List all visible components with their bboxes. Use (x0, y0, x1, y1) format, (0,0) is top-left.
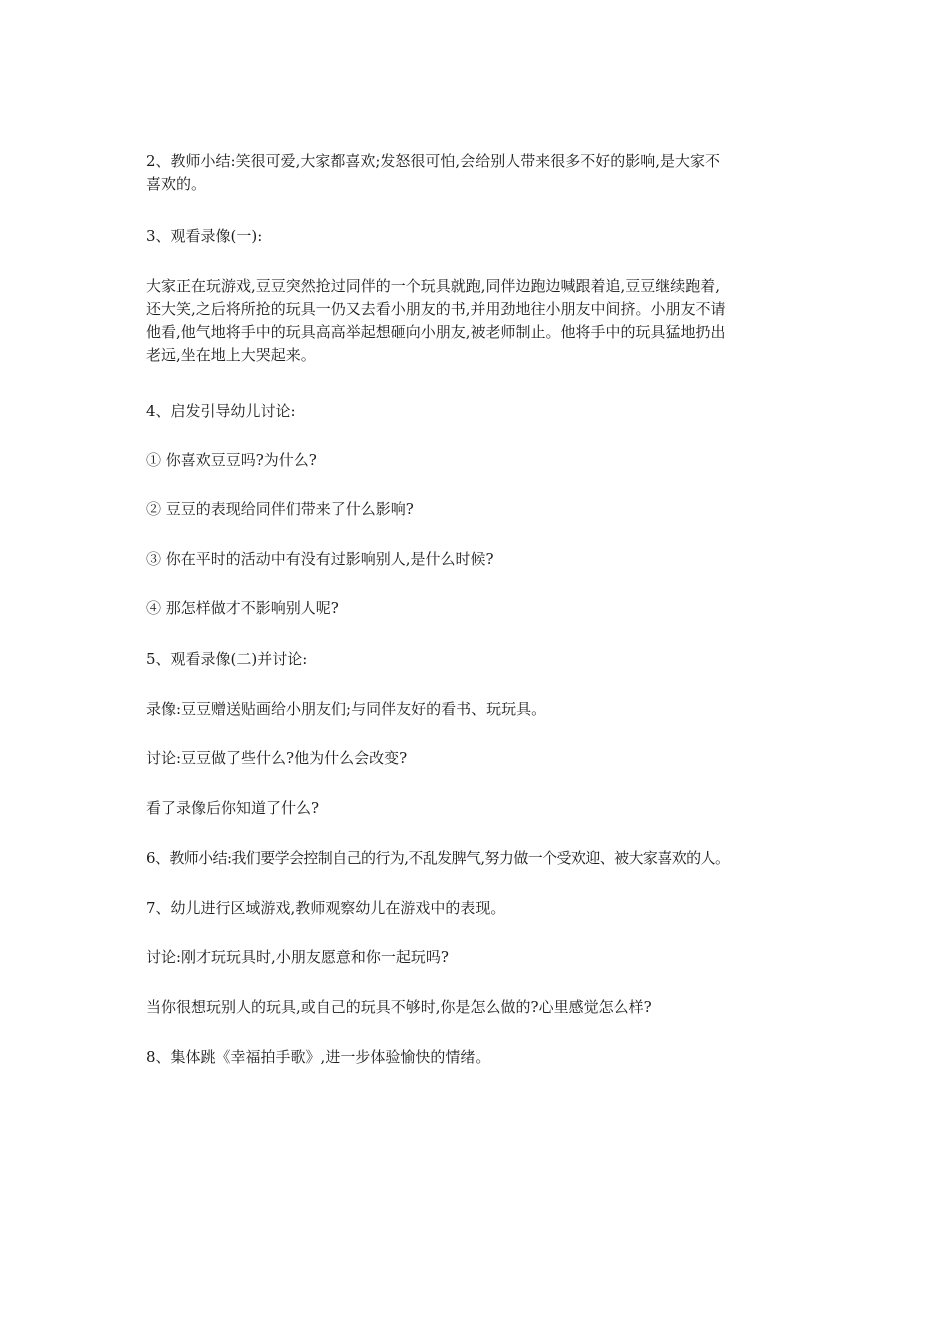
paragraph-video-1-description (146, 275, 818, 367)
question-1 (146, 449, 818, 472)
text-line: 讨论:豆豆做了些什么?他为什么会改变? (146, 749, 408, 767)
text-line: 大家正在玩游戏,豆豆突然抢过同伴的一个玩具就跑,同伴边跑边喊跟着追,豆豆继续跑着, (146, 277, 721, 295)
question-2 (146, 498, 818, 521)
paragraph-video-2-description (146, 698, 818, 721)
text-line: 他看,他气地将手中的玩具高高举起想砸向小朋友,被老师制止。他将手中的玩具猛地扔出 (146, 323, 726, 341)
paragraph-discussion-2 (146, 797, 818, 820)
paragraph-discussion-heading (146, 400, 818, 423)
text-line: 讨论:刚才玩玩具时,小朋友愿意和你一起玩吗? (146, 948, 449, 966)
text-line: 6、教师小结:我们要学会控制自己的行为,不乱发脾气,努力做一个受欢迎、被大家喜欢的人。 (146, 849, 730, 867)
text-line: 当你很想玩别人的玩具,或自己的玩具不够时,你是怎么做的?心里感觉怎么样? (146, 998, 652, 1016)
paragraph-area-games (146, 897, 818, 920)
text-line: 老远,坐在地上大哭起来。 (146, 346, 316, 364)
text-line: ④ 那怎样做才不影响别人呢? (146, 599, 339, 617)
paragraph-discussion-1 (146, 747, 818, 770)
text-line: ① 你喜欢豆豆吗?为什么? (146, 451, 317, 469)
text-line: 7、幼儿进行区域游戏,教师观察幼儿在游戏中的表现。 (146, 899, 506, 917)
paragraph-discussion-3 (146, 946, 818, 969)
text-line: ③ 你在平时的活动中有没有过影响别人,是什么时候? (146, 550, 494, 568)
paragraph-group-dance (146, 1046, 818, 1069)
paragraph-teacher-summary-2 (146, 847, 818, 870)
paragraph-watch-video-1-heading (146, 225, 818, 248)
text-line: 还大笑,之后将所抢的玩具一仍又去看小朋友的书,并用劲地往小朋友中间挤。小朋友不请 (146, 300, 726, 318)
text-line: 喜欢的。 (146, 175, 207, 193)
text-line: 2、教师小结:笑很可爱,大家都喜欢;发怒很可怕,会给别人带来很多不好的影响,是大家不 (146, 152, 720, 170)
paragraph-watch-video-2-heading (146, 648, 818, 671)
text-line: 录像:豆豆赠送贴画给小朋友们;与同伴友好的看书、玩玩具。 (146, 700, 547, 718)
text-line: 看了录像后你知道了什么? (146, 799, 320, 817)
text-line: 8、集体跳《幸福拍手歌》,进一步体验愉快的情绪。 (146, 1048, 491, 1066)
text-line: ② 豆豆的表现给同伴们带来了什么影响? (146, 500, 414, 518)
paragraph-discussion-4 (146, 996, 818, 1019)
text-line: 3、观看录像(一): (146, 227, 263, 245)
question-3 (146, 548, 818, 571)
text-line: 4、启发引导幼儿讨论: (146, 402, 296, 420)
paragraph-teacher-summary-1 (146, 150, 818, 196)
text-line: 5、观看录像(二)并讨论: (146, 650, 308, 668)
question-4 (146, 597, 818, 620)
